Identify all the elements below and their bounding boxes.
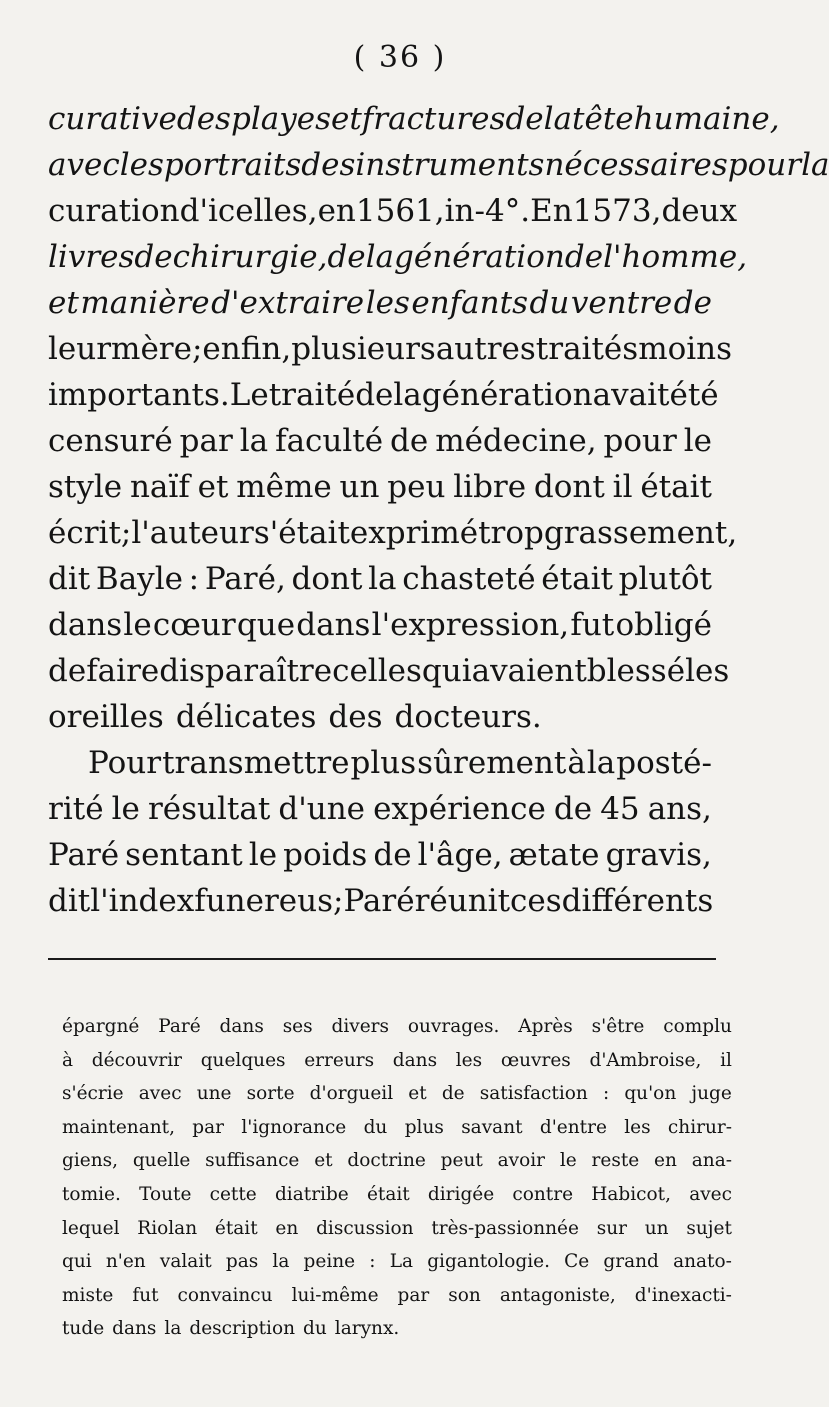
text-line: Pour transmettre plus sûrement à la posté-: [88, 745, 712, 781]
text-line: dans le cœur que dans l'expression, fut obligé: [48, 607, 712, 643]
text-line: style naïf et même un peu libre dont il était: [48, 469, 712, 505]
footnote: [62, 1010, 732, 1346]
text-line: dit l'index funereus; Paré réunit ces différents: [48, 883, 714, 919]
text-line: rité le résultat d'une expérience de 45 ans,: [48, 791, 712, 827]
footnote-line: tude dans la description du larynx.: [62, 1318, 400, 1340]
text-line: et manière d'extraire les enfants du ventre de: [48, 285, 712, 321]
text-line: curative des playes et fractures de la tête humaine,: [48, 101, 780, 137]
main-text: [48, 96, 829, 924]
text-line: écrit; l'auteur s'était exprimé trop grassement,: [48, 515, 738, 551]
footnote-line: lequel Riolan était en discussion très-passionnée sur un sujet: [62, 1217, 732, 1239]
text-line: importants. Le traité de la génération avait été: [48, 377, 719, 413]
text-line: de faire disparaître celles qui avaient blessé les: [48, 653, 730, 689]
page-number: ( 36 ): [353, 40, 447, 75]
text-line: Paré sentant le poids de l'âge, ætate gravis,: [48, 837, 712, 873]
footnote-line: s'écrie avec une sorte d'orgueil et de satisfaction : qu'on juge: [62, 1083, 732, 1105]
text-line: avec les portraits des instruments nécessaires pour la: [48, 147, 829, 183]
footnote-line: épargné Paré dans ses divers ouvrages. Après s'être complu: [62, 1016, 732, 1037]
text-line: leur mère; enfin, plusieurs autres traités moins: [48, 331, 733, 367]
footnote-line: miste fut convaincu lui-même par son antagoniste, d'inexacti-: [62, 1284, 732, 1306]
footnote-line: maintenant, par l'ignorance du plus savant d'entre les chirur-: [62, 1116, 732, 1138]
footnote-line: qui n'en valait pas la peine : La gigantologie. Ce grand anato-: [62, 1251, 732, 1273]
text-line: censuré par la faculté de médecine, pour le: [48, 423, 712, 459]
footnote-line: tomie. Toute cette diatribe était dirigée contre Habicot, avec: [62, 1183, 732, 1205]
text-line: livres de chirurgie, de la génération de l'homme,: [48, 239, 748, 275]
footnote-divider: [48, 958, 716, 960]
text-line: oreilles délicates des docteurs.: [48, 699, 542, 735]
footnote-line: à découvrir quelques erreurs dans les œuvres d'Ambroise, il: [62, 1049, 732, 1071]
footnote-line: giens, quelle suffisance et doctrine peut avoir le reste en ana-: [62, 1150, 732, 1172]
text-line: curation d'icelles, en 1561, in-4°. En 1573, deux: [48, 193, 738, 229]
text-line: dit Bayle : Paré, dont la chasteté était plutôt: [48, 561, 712, 597]
